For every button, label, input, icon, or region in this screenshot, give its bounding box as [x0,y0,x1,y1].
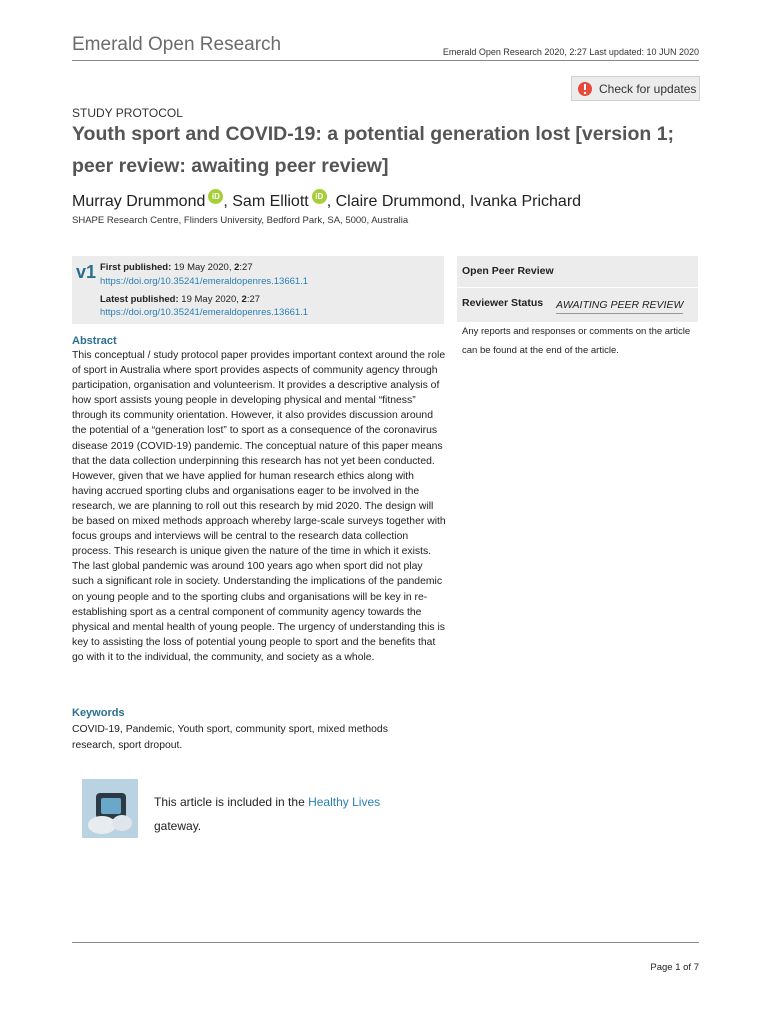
check-for-updates-label: Check for updates [599,81,697,96]
latest-published-date: 19 May 2020, [178,294,242,305]
latest-published-label: Latest published: [100,294,179,305]
reviewer-status-value: AWAITING PEER REVIEW [556,299,683,314]
gateway-note [154,790,414,838]
first-published-label: First published: [100,262,172,273]
author-list [72,189,581,211]
article-title: Youth sport and COVID-19: a potential generation lost [version 1; peer review: awaiting peer review] [72,123,675,177]
check-for-updates-button[interactable] [571,76,700,101]
header-divider [72,60,699,61]
orcid-icon[interactable]: iD [208,189,223,204]
peer-review-title: Open Peer Review [462,265,554,277]
author-name[interactable]: Claire Drummond [335,193,461,210]
version-label: v1 [76,262,97,282]
first-published [100,262,253,273]
author-separator: , [326,193,336,210]
peer-review-note: Any reports and responses or comments on the article can be found at the end of the article. [462,326,691,356]
gateway-prefix: This article is included in the [154,795,309,809]
first-published-volume: 2 [234,262,240,273]
latest-published [100,294,260,305]
author-name[interactable]: Murray Drummond [72,193,206,210]
latest-published-number: :27 [246,294,261,305]
peer-review-divider [457,287,698,288]
header-meta: Emerald Open Research 2020, 2:27 Last updated: 10 JUN 2020 [442,47,699,57]
gateway-image[interactable] [82,779,138,838]
orcid-icon[interactable]: iD [312,189,327,204]
author-name[interactable]: Sam Elliott [232,193,309,210]
keywords-text: COVID-19, Pandemic, Youth sport, community sport, mixed methods research, sport dropout. [72,724,388,751]
gateway-thumbnail [82,779,138,838]
gateway-suffix: gateway. [154,819,202,833]
healthy-lives-link[interactable]: Healthy Lives [308,795,381,809]
first-doi-link[interactable]: https://doi.org/10.35241/emeraldopenres.13661.1 [100,276,309,287]
article-type: STUDY PROTOCOL [72,106,183,120]
check-updates-icon [577,81,593,97]
first-published-number: :27 [239,262,253,273]
footer-divider [72,942,699,943]
first-published-date: 19 May 2020, [171,262,235,273]
reviewer-status-label: Reviewer Status [462,297,544,309]
abstract-text: This conceptual / study protocol paper provides important context around the role of sport in Australia where sport provides aspects of community agency through participation, organisation and volunteerism. It provides a descriptive analysis of how sport assists young people in developing physical and mental “fitness” through its community orientation. However, it also provides discussion around the potential of a “generation lost” to sport as a consequence of the coronavirus disease 2019 (COVID-19) pandemic. The conceptual nature of this paper means that the data collection underpinning this research has not yet been conducted. However, given that we have applied for human research ethics along with having accrued sporting clubs and organisations eager to be involved in the research, we are planning to roll out this research by mid 2020. The design will be based on mixed methods approach whereby large-scale surveys together with focus groups and interviews will be central to the research data collection process. This research is unique given the nature of the time in which it exists. The last global pandemic was around 100 years ago when sport did not play such a significant role in society. Understanding the implications of the pandemic on young people and to the sporting clubs and organisations will be key in re-establishing sport as a central component of community agency towards the physical and mental health of young people. The urgency of understanding this is key to assisting the loss of potential young people to sport and the benefits that go with it to the individual, the community, and society as a whole. [72,350,446,663]
abstract-heading: Abstract [72,335,117,347]
journal-name: Emerald Open Research [72,34,282,55]
keywords-heading: Keywords [72,707,125,719]
latest-published-volume: 2 [241,294,247,305]
author-name[interactable]: Ivanka Prichard [469,193,582,210]
page-number: Page 1 of 7 [650,962,699,973]
affiliation: SHAPE Research Centre, Flinders University, Bedford Park, SA, 5000, Australia [72,215,409,226]
author-separator: , [223,193,233,210]
latest-doi-link[interactable]: https://doi.org/10.35241/emeraldopenres.13661.1 [100,307,309,318]
author-separator: , [460,193,470,210]
